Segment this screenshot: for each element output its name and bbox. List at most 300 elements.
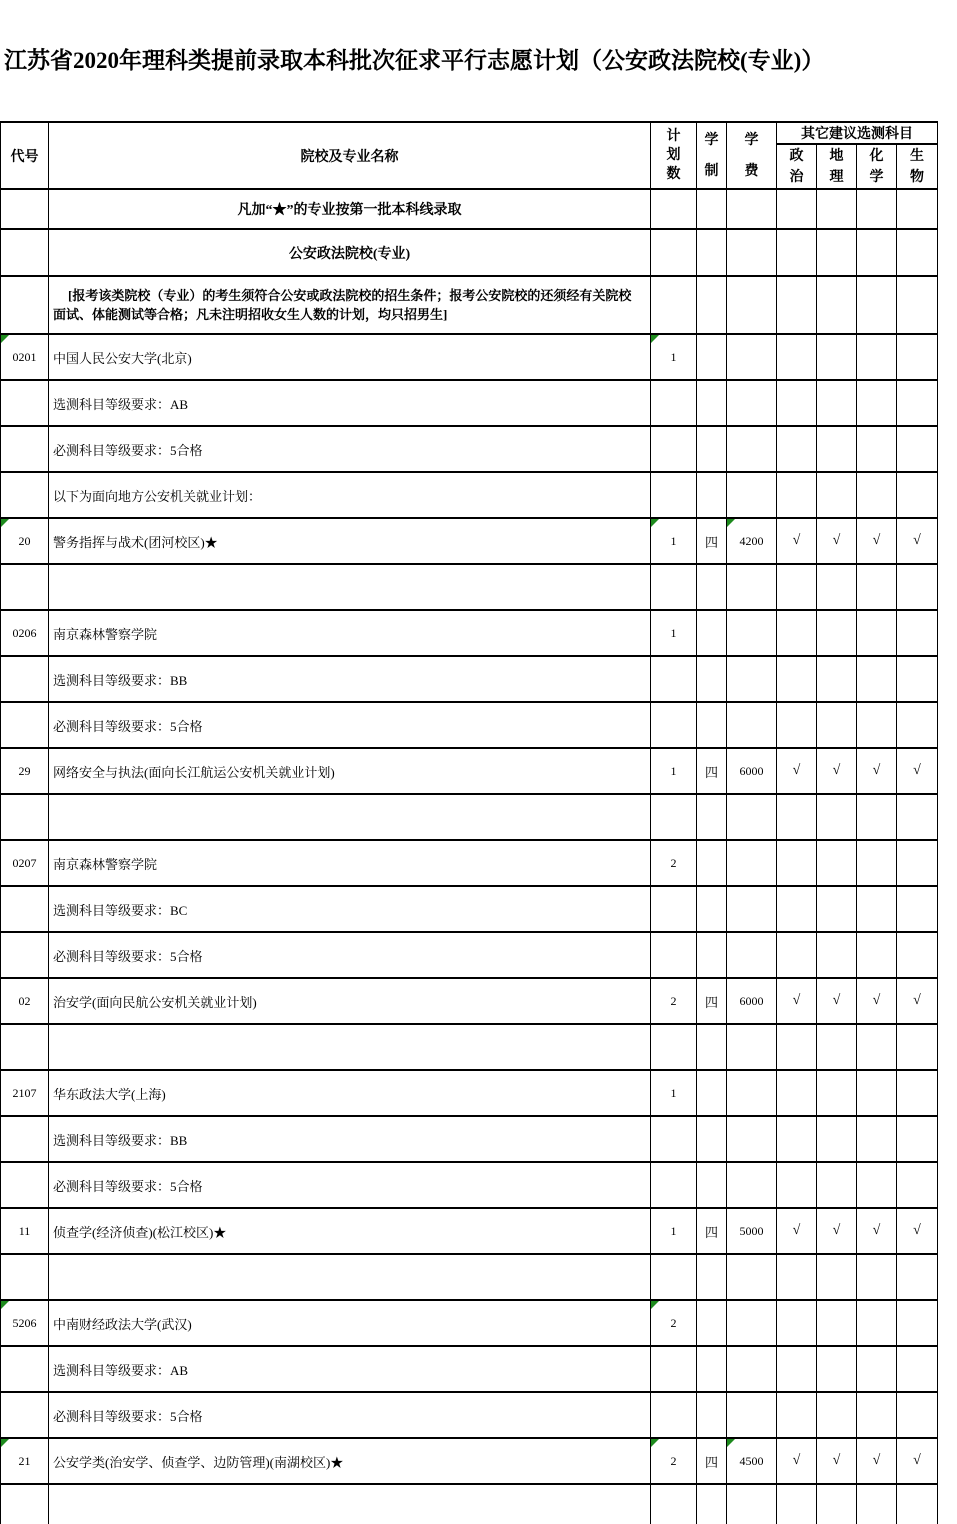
subject-check-cell	[857, 978, 897, 1024]
tuition-cell	[727, 978, 777, 1024]
code-cell	[1, 1116, 49, 1162]
subject-empty-cell	[857, 1024, 897, 1070]
name-cell-text: 必测科目等级要求：5合格	[53, 718, 203, 734]
subject-empty-cell	[857, 656, 897, 702]
code-cell	[1, 1484, 49, 1524]
plan-cell	[651, 472, 697, 518]
subject-check-cell	[897, 518, 938, 564]
subject-empty-cell	[817, 564, 857, 610]
name-cell	[49, 656, 651, 702]
subject-check-cell-text: √	[872, 1453, 881, 1468]
green-corner-marker	[1, 1439, 9, 1447]
code-cell-text: 0207	[12, 855, 37, 870]
subject-empty-cell	[857, 1300, 897, 1346]
subject-empty-cell	[857, 564, 897, 610]
name-cell	[49, 1070, 651, 1116]
plan-cell-text: 1	[670, 349, 677, 364]
duration-cell	[697, 1162, 727, 1208]
duration-cell	[697, 840, 727, 886]
major-row	[1, 1438, 938, 1484]
subject-empty-cell	[777, 472, 817, 518]
subject-empty-cell	[817, 1254, 857, 1300]
subject-check-cell	[777, 1438, 817, 1484]
name-cell	[49, 334, 651, 380]
subject-check-cell-text: √	[872, 993, 881, 1008]
tuition-cell	[727, 229, 777, 276]
plan-cell	[651, 564, 697, 610]
code-cell	[1, 702, 49, 748]
subject-empty-cell	[817, 1024, 857, 1070]
plan-cell	[651, 1392, 697, 1438]
subject-empty-cell	[817, 1300, 857, 1346]
college-row	[1, 840, 938, 886]
code-cell	[1, 380, 49, 426]
subject-check-cell-text: √	[832, 763, 841, 778]
name-cell	[49, 472, 651, 518]
info-row	[1, 426, 938, 472]
subject-empty-cell	[817, 794, 857, 840]
subject-check-cell-text: √	[792, 533, 801, 548]
subject-check-cell	[857, 748, 897, 794]
tuition-cell-text: 6000	[739, 993, 764, 1008]
info-row	[1, 702, 938, 748]
info-row	[1, 1162, 938, 1208]
code-cell	[1, 564, 49, 610]
plan-cell	[651, 276, 697, 334]
subject-empty-cell	[897, 1254, 938, 1300]
code-cell	[1, 1070, 49, 1116]
tuition-cell	[727, 748, 777, 794]
col-header-geography-text: 地理	[829, 148, 844, 185]
subject-empty-cell	[777, 1346, 817, 1392]
note-cell	[49, 189, 651, 229]
plan-cell	[651, 189, 697, 229]
major-row	[1, 518, 938, 564]
code-cell-text: 2107	[12, 1085, 37, 1100]
tuition-cell	[727, 189, 777, 229]
plan-cell	[651, 380, 697, 426]
tuition-cell	[727, 840, 777, 886]
subject-empty-cell	[817, 932, 857, 978]
code-cell-text: 02	[18, 993, 31, 1008]
plan-cell	[651, 978, 697, 1024]
subject-empty-cell	[777, 334, 817, 380]
subject-empty-cell	[897, 1116, 938, 1162]
plan-cell-text: 2	[670, 993, 677, 1008]
duration-cell	[697, 1300, 727, 1346]
plan-cell-text: 2	[670, 855, 677, 870]
plan-cell	[651, 840, 697, 886]
col-header-biology-text: 生物	[910, 148, 924, 185]
duration-cell	[697, 1392, 727, 1438]
subject-empty-cell	[857, 1254, 897, 1300]
tuition-cell	[727, 1484, 777, 1524]
tuition-cell	[727, 276, 777, 334]
subject-check-cell	[857, 1438, 897, 1484]
tuition-cell	[727, 1346, 777, 1392]
plan-cell-text: 1	[670, 763, 677, 778]
empty-row	[1, 1024, 938, 1070]
name-cell-text: 选测科目等级要求：AB	[53, 396, 189, 412]
tuition-cell	[727, 932, 777, 978]
code-cell	[1, 276, 49, 334]
subject-empty-cell	[897, 334, 938, 380]
code-cell	[1, 189, 49, 229]
name-cell	[49, 1438, 651, 1484]
duration-cell-text: 四	[704, 764, 718, 780]
name-cell	[49, 748, 651, 794]
subject-empty-cell	[857, 1070, 897, 1116]
name-cell-text: 必测科目等级要求：5合格	[53, 1408, 203, 1424]
subject-empty-cell	[777, 794, 817, 840]
subject-empty-cell	[777, 1392, 817, 1438]
name-cell	[49, 932, 651, 978]
subject-empty-cell	[897, 229, 938, 276]
subject-check-cell	[777, 978, 817, 1024]
col-header-code-text: 代号	[10, 149, 39, 165]
subject-empty-cell	[897, 1346, 938, 1392]
subject-empty-cell	[817, 380, 857, 426]
tuition-cell	[727, 702, 777, 748]
col-header-name	[49, 122, 651, 189]
col-header-biology	[897, 144, 938, 189]
subject-empty-cell	[777, 1116, 817, 1162]
duration-cell	[697, 518, 727, 564]
subject-empty-cell	[897, 1024, 938, 1070]
tuition-cell	[727, 426, 777, 472]
college-row	[1, 1070, 938, 1116]
info-row	[1, 932, 938, 978]
tuition-cell	[727, 1392, 777, 1438]
duration-cell	[697, 564, 727, 610]
subject-empty-cell	[817, 1392, 857, 1438]
name-cell	[49, 1024, 651, 1070]
subject-check-cell-text: √	[872, 1223, 881, 1238]
green-corner-marker	[727, 519, 735, 527]
tuition-cell	[727, 472, 777, 518]
subject-empty-cell	[817, 334, 857, 380]
name-cell-text: 以下为面向地方公安机关就业计划：	[53, 488, 262, 504]
duration-cell	[697, 886, 727, 932]
tuition-cell	[727, 334, 777, 380]
code-cell	[1, 518, 49, 564]
subject-empty-cell	[857, 1162, 897, 1208]
header-row-top	[1, 122, 938, 144]
duration-cell	[697, 1254, 727, 1300]
code-cell	[1, 334, 49, 380]
plan-cell	[651, 518, 697, 564]
info-row	[1, 1392, 938, 1438]
name-cell-text: 选测科目等级要求：BB	[53, 1132, 188, 1148]
duration-cell	[697, 1116, 727, 1162]
duration-cell	[697, 702, 727, 748]
tuition-cell-text: 5000	[739, 1223, 764, 1238]
subject-empty-cell	[857, 702, 897, 748]
tuition-cell-text: 4500	[739, 1453, 764, 1468]
note-row	[1, 189, 938, 229]
name-cell-text: 网络安全与执法(面向长江航运公安机关就业计划)	[53, 764, 335, 780]
tuition-cell	[727, 1208, 777, 1254]
subject-check-cell	[817, 1208, 857, 1254]
plan-cell	[651, 610, 697, 656]
name-cell	[49, 978, 651, 1024]
col-header-subjects-group-text: 其它建议选测科目	[801, 127, 913, 142]
plan-cell-text: 1	[670, 1085, 677, 1100]
subject-empty-cell	[857, 932, 897, 978]
subject-empty-cell	[777, 229, 817, 276]
duration-cell-text: 四	[704, 994, 718, 1010]
col-header-chemistry	[857, 144, 897, 189]
name-cell-text: 华东政法大学(上海)	[53, 1086, 166, 1102]
col-header-tuition	[727, 122, 777, 189]
name-cell-text: 必测科目等级要求：5合格	[53, 948, 203, 964]
code-cell-text: 0206	[12, 625, 37, 640]
subject-empty-cell	[777, 1024, 817, 1070]
duration-cell	[697, 932, 727, 978]
tuition-cell	[727, 1024, 777, 1070]
name-cell-text: 选测科目等级要求：AB	[53, 1362, 189, 1378]
code-cell-text: 0201	[12, 349, 37, 364]
subject-check-cell-text: √	[913, 1223, 921, 1238]
duration-cell	[697, 794, 727, 840]
duration-cell	[697, 748, 727, 794]
name-cell-text: 中国人民公安大学(北京)	[53, 350, 192, 366]
plan-cell	[651, 334, 697, 380]
plan-cell	[651, 932, 697, 978]
plan-cell	[651, 794, 697, 840]
code-cell	[1, 932, 49, 978]
subject-check-cell	[777, 748, 817, 794]
code-cell	[1, 840, 49, 886]
duration-cell	[697, 1346, 727, 1392]
major-row	[1, 1208, 938, 1254]
subject-empty-cell	[817, 610, 857, 656]
subject-empty-cell	[817, 229, 857, 276]
code-cell	[1, 794, 49, 840]
major-row	[1, 748, 938, 794]
code-cell-text: 11	[18, 1223, 31, 1238]
tuition-cell	[727, 1116, 777, 1162]
plan-cell	[651, 886, 697, 932]
note-cell-text: 公安政法院校(专业)	[288, 246, 411, 262]
subject-empty-cell	[817, 1346, 857, 1392]
duration-cell	[697, 656, 727, 702]
subject-empty-cell	[777, 1300, 817, 1346]
subject-empty-cell	[857, 229, 897, 276]
code-cell	[1, 1346, 49, 1392]
tuition-cell	[727, 564, 777, 610]
duration-cell	[697, 229, 727, 276]
subject-check-cell-text: √	[913, 993, 921, 1008]
subject-empty-cell	[857, 1346, 897, 1392]
subject-check-cell-text: √	[872, 763, 881, 778]
name-cell	[49, 1116, 651, 1162]
tuition-cell-text: 4200	[739, 533, 764, 548]
green-corner-marker	[651, 1439, 659, 1447]
col-header-tuition-text: 学费	[744, 132, 759, 179]
name-cell	[49, 1208, 651, 1254]
code-cell	[1, 1300, 49, 1346]
name-cell-text: 南京森林警察学院	[53, 626, 158, 642]
subject-empty-cell	[897, 564, 938, 610]
name-cell-text: 选测科目等级要求：BC	[53, 902, 188, 918]
name-cell	[49, 426, 651, 472]
subject-empty-cell	[777, 426, 817, 472]
code-cell	[1, 1392, 49, 1438]
duration-cell	[697, 472, 727, 518]
subject-empty-cell	[897, 276, 938, 334]
plan-cell	[651, 1254, 697, 1300]
subject-empty-cell	[777, 380, 817, 426]
subject-empty-cell	[857, 886, 897, 932]
subject-check-cell	[777, 518, 817, 564]
plan-cell	[651, 1162, 697, 1208]
subject-empty-cell	[777, 1162, 817, 1208]
code-cell-text: 20	[18, 533, 31, 548]
name-cell	[49, 1162, 651, 1208]
subject-check-cell-text: √	[792, 1223, 801, 1238]
note-cell	[49, 229, 651, 276]
duration-cell-text: 四	[704, 1224, 718, 1240]
col-header-politics	[777, 144, 817, 189]
subject-check-cell	[817, 1438, 857, 1484]
subject-check-cell	[897, 1208, 938, 1254]
subject-empty-cell	[777, 276, 817, 334]
subject-empty-cell	[857, 189, 897, 229]
subject-check-cell	[817, 748, 857, 794]
tuition-cell	[727, 1162, 777, 1208]
admission-plan-table	[0, 121, 938, 1524]
subject-empty-cell	[897, 886, 938, 932]
subject-check-cell-text: √	[832, 1223, 841, 1238]
code-cell	[1, 610, 49, 656]
table-header	[1, 122, 938, 189]
subject-empty-cell	[897, 1392, 938, 1438]
name-cell	[49, 1300, 651, 1346]
empty-row	[1, 1254, 938, 1300]
name-cell-text: 治安学(面向民航公安机关就业计划)	[53, 994, 257, 1010]
col-header-plan	[651, 122, 697, 189]
subject-empty-cell	[857, 380, 897, 426]
col-header-plan-text: 计划数	[666, 129, 681, 182]
col-header-duration-text: 学制	[704, 132, 719, 179]
name-cell	[49, 564, 651, 610]
plan-cell-text: 2	[670, 1315, 677, 1330]
empty-row	[1, 794, 938, 840]
subject-empty-cell	[777, 610, 817, 656]
green-corner-marker	[727, 1439, 735, 1447]
subject-empty-cell	[817, 656, 857, 702]
plan-cell-text: 2	[670, 1453, 677, 1468]
tuition-cell	[727, 1070, 777, 1116]
tuition-cell-text: 6000	[739, 763, 764, 778]
duration-cell	[697, 610, 727, 656]
plan-cell-text: 1	[670, 1223, 677, 1238]
subject-check-cell-text: √	[792, 763, 801, 778]
code-cell	[1, 426, 49, 472]
green-corner-marker	[651, 519, 659, 527]
subject-empty-cell	[817, 276, 857, 334]
code-cell	[1, 1254, 49, 1300]
major-row	[1, 978, 938, 1024]
code-cell	[1, 978, 49, 1024]
plan-cell	[651, 229, 697, 276]
college-row	[1, 1300, 938, 1346]
duration-cell-text: 四	[704, 534, 718, 550]
name-cell	[49, 886, 651, 932]
name-cell	[49, 380, 651, 426]
tuition-cell	[727, 610, 777, 656]
plan-cell-text: 1	[670, 533, 677, 548]
subject-check-cell	[897, 1438, 938, 1484]
plan-cell	[651, 426, 697, 472]
plan-cell	[651, 1116, 697, 1162]
info-row	[1, 380, 938, 426]
duration-cell	[697, 978, 727, 1024]
col-header-duration	[697, 122, 727, 189]
code-cell-text: 29	[18, 763, 31, 778]
plan-cell-text: 1	[670, 625, 677, 640]
subject-empty-cell	[897, 1070, 938, 1116]
subject-empty-cell	[897, 189, 938, 229]
note-cell-text: [报考该类院校（专业）的考生须符合公安或政法院校的招生条件；报考公安院校的还须经有关院校面试、体能测试等合格；凡未注明招收女生人数的计划，均只招男生]	[53, 288, 632, 322]
subject-empty-cell	[777, 1484, 817, 1524]
note-cell	[49, 276, 651, 334]
duration-cell	[697, 1438, 727, 1484]
note-cell-text: 凡加“★”的专业按第一批本科线录取	[237, 203, 462, 218]
info-row	[1, 886, 938, 932]
subject-empty-cell	[897, 610, 938, 656]
code-cell	[1, 229, 49, 276]
name-cell-text: 公安学类(治安学、侦查学、边防管理)(南湖校区)★	[53, 1454, 344, 1470]
code-cell	[1, 886, 49, 932]
duration-cell	[697, 1024, 727, 1070]
subject-empty-cell	[857, 610, 897, 656]
subject-empty-cell	[777, 564, 817, 610]
col-header-code	[1, 122, 49, 189]
subject-check-cell	[817, 978, 857, 1024]
subject-check-cell	[817, 518, 857, 564]
name-cell-text: 中南财经政法大学(武汉)	[53, 1316, 192, 1332]
subject-empty-cell	[857, 426, 897, 472]
plan-cell	[651, 1070, 697, 1116]
name-cell	[49, 518, 651, 564]
subject-empty-cell	[897, 1162, 938, 1208]
col-header-subjects-group	[777, 122, 938, 144]
subject-empty-cell	[817, 472, 857, 518]
code-cell	[1, 1208, 49, 1254]
subject-empty-cell	[817, 886, 857, 932]
table-body	[1, 189, 938, 1524]
plan-cell	[651, 748, 697, 794]
code-cell	[1, 472, 49, 518]
subject-empty-cell	[817, 1116, 857, 1162]
subject-empty-cell	[897, 1484, 938, 1524]
subject-empty-cell	[817, 1070, 857, 1116]
green-corner-marker	[651, 1301, 659, 1309]
name-cell-text: 必测科目等级要求：5合格	[53, 442, 203, 458]
duration-cell	[697, 1484, 727, 1524]
subject-check-cell	[857, 1208, 897, 1254]
subject-empty-cell	[857, 840, 897, 886]
green-corner-marker	[651, 335, 659, 343]
note-row	[1, 229, 938, 276]
subject-empty-cell	[817, 189, 857, 229]
subject-empty-cell	[777, 1254, 817, 1300]
subject-empty-cell	[857, 1116, 897, 1162]
plan-cell	[651, 702, 697, 748]
plan-cell	[651, 1300, 697, 1346]
